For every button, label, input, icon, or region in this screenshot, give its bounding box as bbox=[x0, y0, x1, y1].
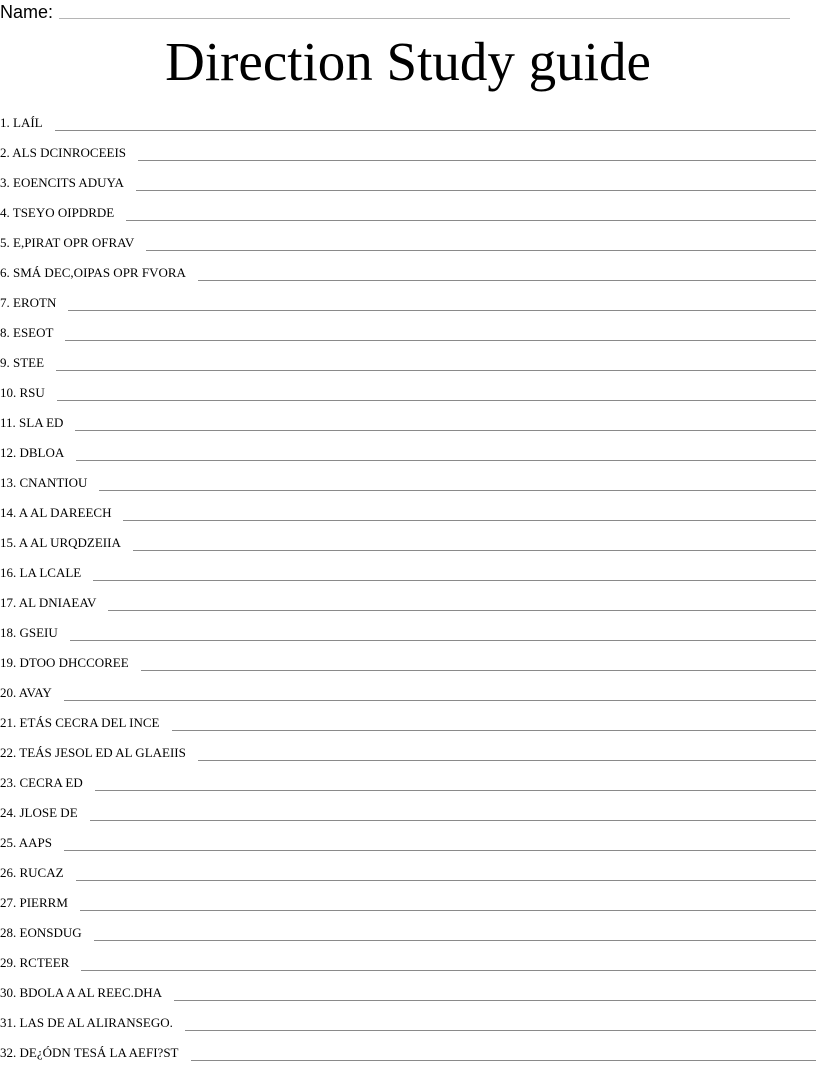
page-title: Direction Study guide bbox=[0, 27, 816, 97]
answer-line[interactable] bbox=[108, 610, 816, 611]
answer-line[interactable] bbox=[55, 130, 816, 131]
answer-line[interactable] bbox=[64, 850, 816, 851]
question-label: 18. GSEIU bbox=[0, 625, 58, 641]
question-row bbox=[0, 648, 816, 678]
question-label: 4. TSEYO OIPDRDE bbox=[0, 205, 114, 221]
question-label: 11. SLA ED bbox=[0, 415, 63, 431]
answer-line[interactable] bbox=[81, 970, 816, 971]
question-label: 13. CNANTIOU bbox=[0, 475, 87, 491]
question-row bbox=[0, 288, 816, 318]
answer-line[interactable] bbox=[93, 580, 816, 581]
answer-line[interactable] bbox=[95, 790, 816, 791]
question-label: 32. DE¿ÓDN TESÁ LA AEFI?ST bbox=[0, 1045, 179, 1061]
question-row bbox=[0, 168, 816, 198]
question-label: 6. SMÁ DEC,OIPAS OPR FVORA bbox=[0, 265, 186, 281]
question-label: 24. JLOSE DE bbox=[0, 805, 78, 821]
question-row bbox=[0, 198, 816, 228]
answer-line[interactable] bbox=[64, 700, 816, 701]
question-label: 8. ESEOT bbox=[0, 325, 53, 341]
question-label: 1. LAÍL bbox=[0, 115, 43, 131]
answer-line[interactable] bbox=[68, 310, 816, 311]
question-label: 26. RUCAZ bbox=[0, 865, 64, 881]
question-row bbox=[0, 498, 816, 528]
question-label: 3. EOENCITS ADUYA bbox=[0, 175, 124, 191]
question-row bbox=[0, 798, 816, 828]
question-label: 15. A AL URQDZEIIA bbox=[0, 535, 121, 551]
answer-line[interactable] bbox=[191, 1060, 816, 1061]
question-row bbox=[0, 858, 816, 888]
question-row bbox=[0, 558, 816, 588]
answer-line[interactable] bbox=[80, 910, 816, 911]
question-label: 28. EONSDUG bbox=[0, 925, 82, 941]
question-row bbox=[0, 258, 816, 288]
question-row bbox=[0, 1038, 816, 1068]
answer-line[interactable] bbox=[90, 820, 816, 821]
question-label: 21. ETÁS CECRA DEL INCE bbox=[0, 715, 160, 731]
question-row bbox=[0, 828, 816, 858]
question-row bbox=[0, 618, 816, 648]
question-label: 10. RSU bbox=[0, 385, 45, 401]
question-label: 19. DTOO DHCCOREE bbox=[0, 655, 129, 671]
question-label: 27. PIERRM bbox=[0, 895, 68, 911]
question-label: 30. BDOLA A AL REEC.DHA bbox=[0, 985, 162, 1001]
question-row bbox=[0, 528, 816, 558]
question-label: 12. DBLOA bbox=[0, 445, 64, 461]
answer-line[interactable] bbox=[174, 1000, 816, 1001]
answer-line[interactable] bbox=[136, 190, 816, 191]
question-label: 2. ALS DCINROCEEIS bbox=[0, 145, 126, 161]
question-row bbox=[0, 408, 816, 438]
question-row bbox=[0, 108, 816, 138]
answer-line[interactable] bbox=[76, 460, 816, 461]
answer-line[interactable] bbox=[146, 250, 816, 251]
question-label: 17. AL DNIAEAV bbox=[0, 595, 96, 611]
question-row bbox=[0, 708, 816, 738]
answer-line[interactable] bbox=[198, 760, 816, 761]
name-label: Name: bbox=[0, 2, 53, 22]
question-row bbox=[0, 678, 816, 708]
answer-line[interactable] bbox=[99, 490, 816, 491]
answer-line[interactable] bbox=[126, 220, 816, 221]
answer-line[interactable] bbox=[138, 160, 816, 161]
question-list bbox=[0, 108, 816, 1068]
question-row bbox=[0, 378, 816, 408]
question-label: 14. A AL DAREECH bbox=[0, 505, 111, 521]
answer-line[interactable] bbox=[123, 520, 816, 521]
question-label: 16. LA LCALE bbox=[0, 565, 81, 581]
question-row bbox=[0, 1008, 816, 1038]
answer-line[interactable] bbox=[75, 430, 816, 431]
question-row bbox=[0, 438, 816, 468]
answer-line[interactable] bbox=[70, 640, 816, 641]
question-row bbox=[0, 468, 816, 498]
question-label: 20. AVAY bbox=[0, 685, 52, 701]
question-row bbox=[0, 918, 816, 948]
question-label: 7. EROTN bbox=[0, 295, 56, 311]
name-field-row bbox=[0, 0, 790, 22]
question-label: 31. LAS DE AL ALIRANSEGO. bbox=[0, 1015, 173, 1031]
answer-line[interactable] bbox=[65, 340, 816, 341]
question-label: 5. E,PIRAT OPR OFRAV bbox=[0, 235, 134, 251]
question-row bbox=[0, 138, 816, 168]
question-row bbox=[0, 588, 816, 618]
question-row bbox=[0, 888, 816, 918]
answer-line[interactable] bbox=[172, 730, 816, 731]
question-row bbox=[0, 738, 816, 768]
name-input-line[interactable] bbox=[59, 17, 790, 19]
question-label: 23. CECRA ED bbox=[0, 775, 83, 791]
question-row bbox=[0, 348, 816, 378]
answer-line[interactable] bbox=[141, 670, 816, 671]
answer-line[interactable] bbox=[133, 550, 816, 551]
question-row bbox=[0, 978, 816, 1008]
answer-line[interactable] bbox=[94, 940, 816, 941]
question-label: 9. STEE bbox=[0, 355, 44, 371]
question-label: 29. RCTEER bbox=[0, 955, 69, 971]
question-row bbox=[0, 318, 816, 348]
answer-line[interactable] bbox=[76, 880, 816, 881]
question-row bbox=[0, 948, 816, 978]
answer-line[interactable] bbox=[56, 370, 816, 371]
question-label: 22. TEÁS JESOL ED AL GLAEIIS bbox=[0, 745, 186, 761]
question-row bbox=[0, 768, 816, 798]
question-label: 25. AAPS bbox=[0, 835, 52, 851]
question-row bbox=[0, 228, 816, 258]
answer-line[interactable] bbox=[57, 400, 816, 401]
answer-line[interactable] bbox=[185, 1030, 816, 1031]
answer-line[interactable] bbox=[198, 280, 816, 281]
